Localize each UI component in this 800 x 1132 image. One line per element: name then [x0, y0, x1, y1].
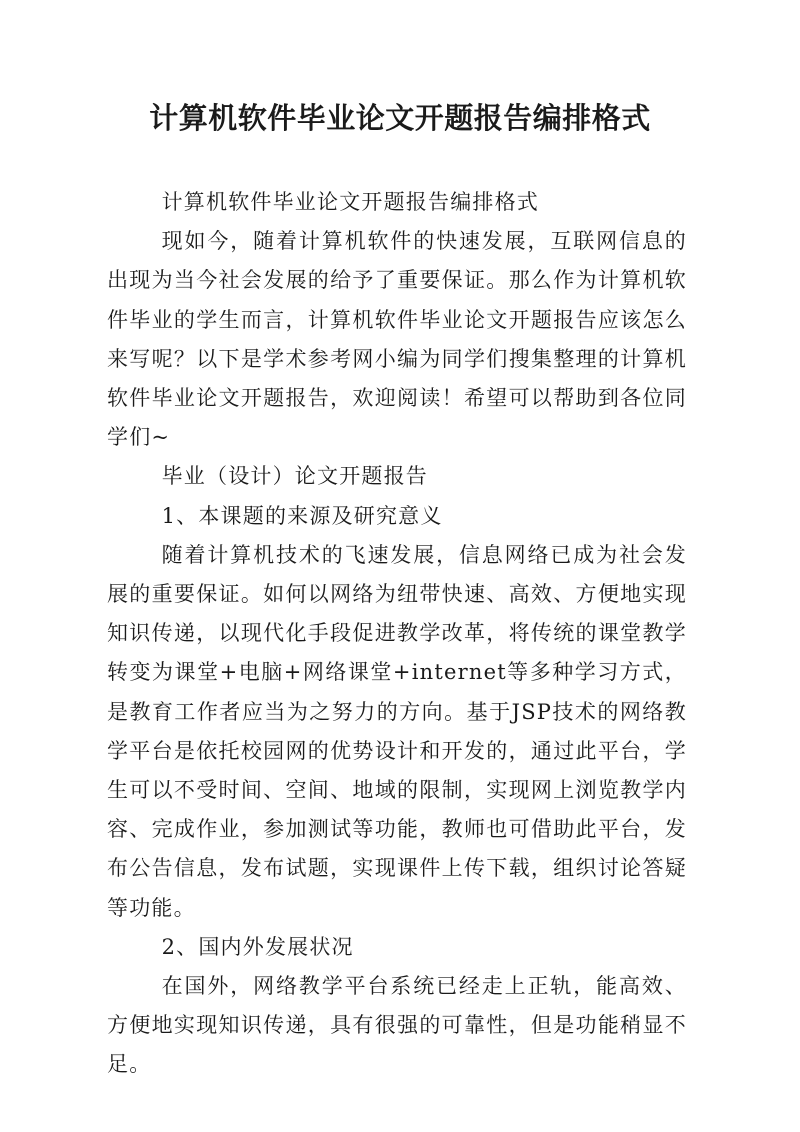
subtitle-paragraph: 计算机软件毕业论文开题报告编排格式 — [161, 190, 539, 214]
document-body — [107, 183, 687, 1085]
report-heading: 毕业（设计）论文开题报告 — [161, 464, 428, 489]
intro-paragraph: 现如今，随着计算机软件的快速发展，互联网信息的出现为当今社会发展的给予了重要保证。那么作为计算机软件毕业的学生而言，计算机软件毕业论文开题报告应该怎么来写呢？以下是学术参考网小编为同学们搜集整理的计算机软件毕业论文开题报告，欢迎阅读！希望可以帮助到各位同学们~ — [107, 229, 687, 450]
section-2-heading: 2、国内外发展状况 — [161, 934, 354, 959]
section-1-heading: 1、本课题的来源及研究意义 — [161, 503, 443, 528]
document-title: 计算机软件毕业论文开题报告编排格式 — [149, 101, 651, 135]
section-2-paragraph: 在国外，网络教学平台系统已经走上正轨，能高效、方便地实现知识传递，具有很强的可靠性，但是功能稍显不足。 — [107, 974, 687, 1077]
section-1-paragraph: 随着计算机技术的飞速发展，信息网络已成为社会发展的重要保证。如何以网络为纽带快速、高效、方便地实现知识传递，以现代化手段促进教学改革，将传统的课堂教学转变为课堂+电脑+网络课堂+internet等多种学习方式，是教育工作者应当为之努力的方向。基于JSP技术的网络教学平台是依托校园网的优势设计和开发的，通过此平台，学生可以不受时间、空间、地域的限制，实现网上浏览教学内容、完成作业，参加测试等功能，教师也可借助此平台，发布公告信息，发布试题，实现课件上传下载，组织讨论答疑等功能。 — [107, 542, 687, 920]
